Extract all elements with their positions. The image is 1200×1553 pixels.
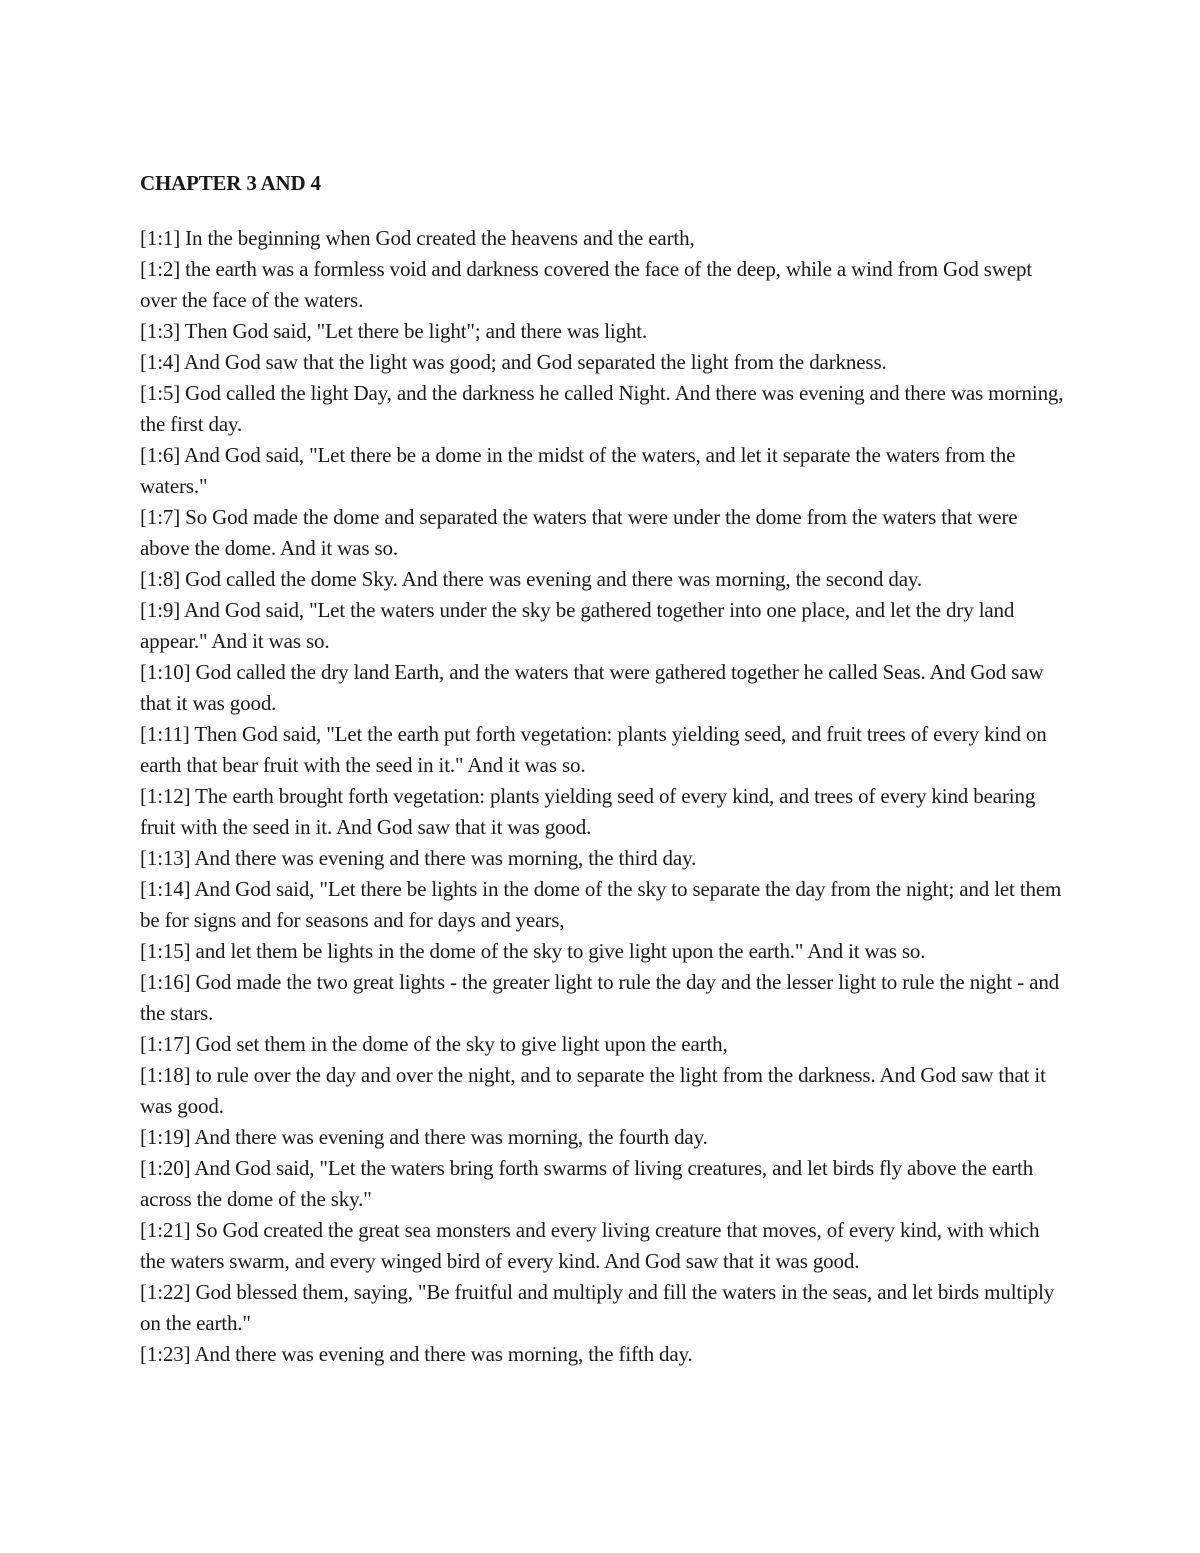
verse-1-15: [1:15] and let them be lights in the dome of the sky to give light upon the earth." And it was so. xyxy=(140,939,926,963)
verse-1-1: [1:1] In the beginning when God created the heavens and the earth, xyxy=(140,226,695,250)
verse-1-6: [1:6] And God said, "Let there be a dome in the midst of the waters, and let it separate the waters from the waters." xyxy=(140,443,1016,498)
verse-1-19: [1:19] And there was evening and there was morning, the fourth day. xyxy=(140,1125,708,1149)
verse-1-3: [1:3] Then God said, "Let there be light"; and there was light. xyxy=(140,319,648,343)
verse-1-4: [1:4] And God saw that the light was good; and God separated the light from the darkness. xyxy=(140,350,887,374)
verse-1-18: [1:18] to rule over the day and over the night, and to separate the light from the darkness. And God saw that it was good. xyxy=(140,1063,1046,1118)
verse-1-20: [1:20] And God said, "Let the waters bring forth swarms of living creatures, and let birds fly above the earth across the dome of the sky." xyxy=(140,1156,1034,1211)
verse-list xyxy=(140,223,1065,1370)
verse-1-17: [1:17] God set them in the dome of the sky to give light upon the earth, xyxy=(140,1032,728,1056)
document-body xyxy=(140,168,1065,1370)
verse-1-21: [1:21] So God created the great sea monsters and every living creature that moves, of every kind, with which the waters swarm, and every winged bird of every kind. And God saw that it was good. xyxy=(140,1218,1040,1273)
verse-1-11: [1:11] Then God said, "Let the earth put forth vegetation: plants yielding seed, and fruit trees of every kind on earth that bear fruit with the seed in it." And it was so. xyxy=(140,722,1047,777)
verse-1-16: [1:16] God made the two great lights - the greater light to rule the day and the lesser light to rule the night - and the stars. xyxy=(140,970,1060,1025)
verse-1-14: [1:14] And God said, "Let there be lights in the dome of the sky to separate the day from the night; and let them be for signs and for seasons and for days and years, xyxy=(140,877,1062,932)
verse-1-23: [1:23] And there was evening and there was morning, the fifth day. xyxy=(140,1342,693,1366)
verse-1-7: [1:7] So God made the dome and separated the waters that were under the dome from the waters that were above the dome. And it was so. xyxy=(140,505,1018,560)
verse-1-5: [1:5] God called the light Day, and the darkness he called Night. And there was evening and there was morning, the first day. xyxy=(140,381,1064,436)
verse-1-8: [1:8] God called the dome Sky. And there was evening and there was morning, the second day. xyxy=(140,567,922,591)
verse-1-9: [1:9] And God said, "Let the waters under the sky be gathered together into one place, and let the dry land appear." And it was so. xyxy=(140,598,1015,653)
chapter-heading: CHAPTER 3 AND 4 xyxy=(140,171,321,195)
verse-1-10: [1:10] God called the dry land Earth, and the waters that were gathered together he called Seas. And God saw that it was good. xyxy=(140,660,1044,715)
verse-1-12: [1:12] The earth brought forth vegetation: plants yielding seed of every kind, and trees of every kind bearing fruit with the seed in it. And God saw that it was good. xyxy=(140,784,1036,839)
verse-1-2: [1:2] the earth was a formless void and darkness covered the face of the deep, while a wind from God swept over the face of the waters. xyxy=(140,257,1033,312)
verse-1-22: [1:22] God blessed them, saying, "Be fruitful and multiply and fill the waters in the seas, and let birds multiply on the earth." xyxy=(140,1280,1055,1335)
verse-1-13: [1:13] And there was evening and there was morning, the third day. xyxy=(140,846,697,870)
